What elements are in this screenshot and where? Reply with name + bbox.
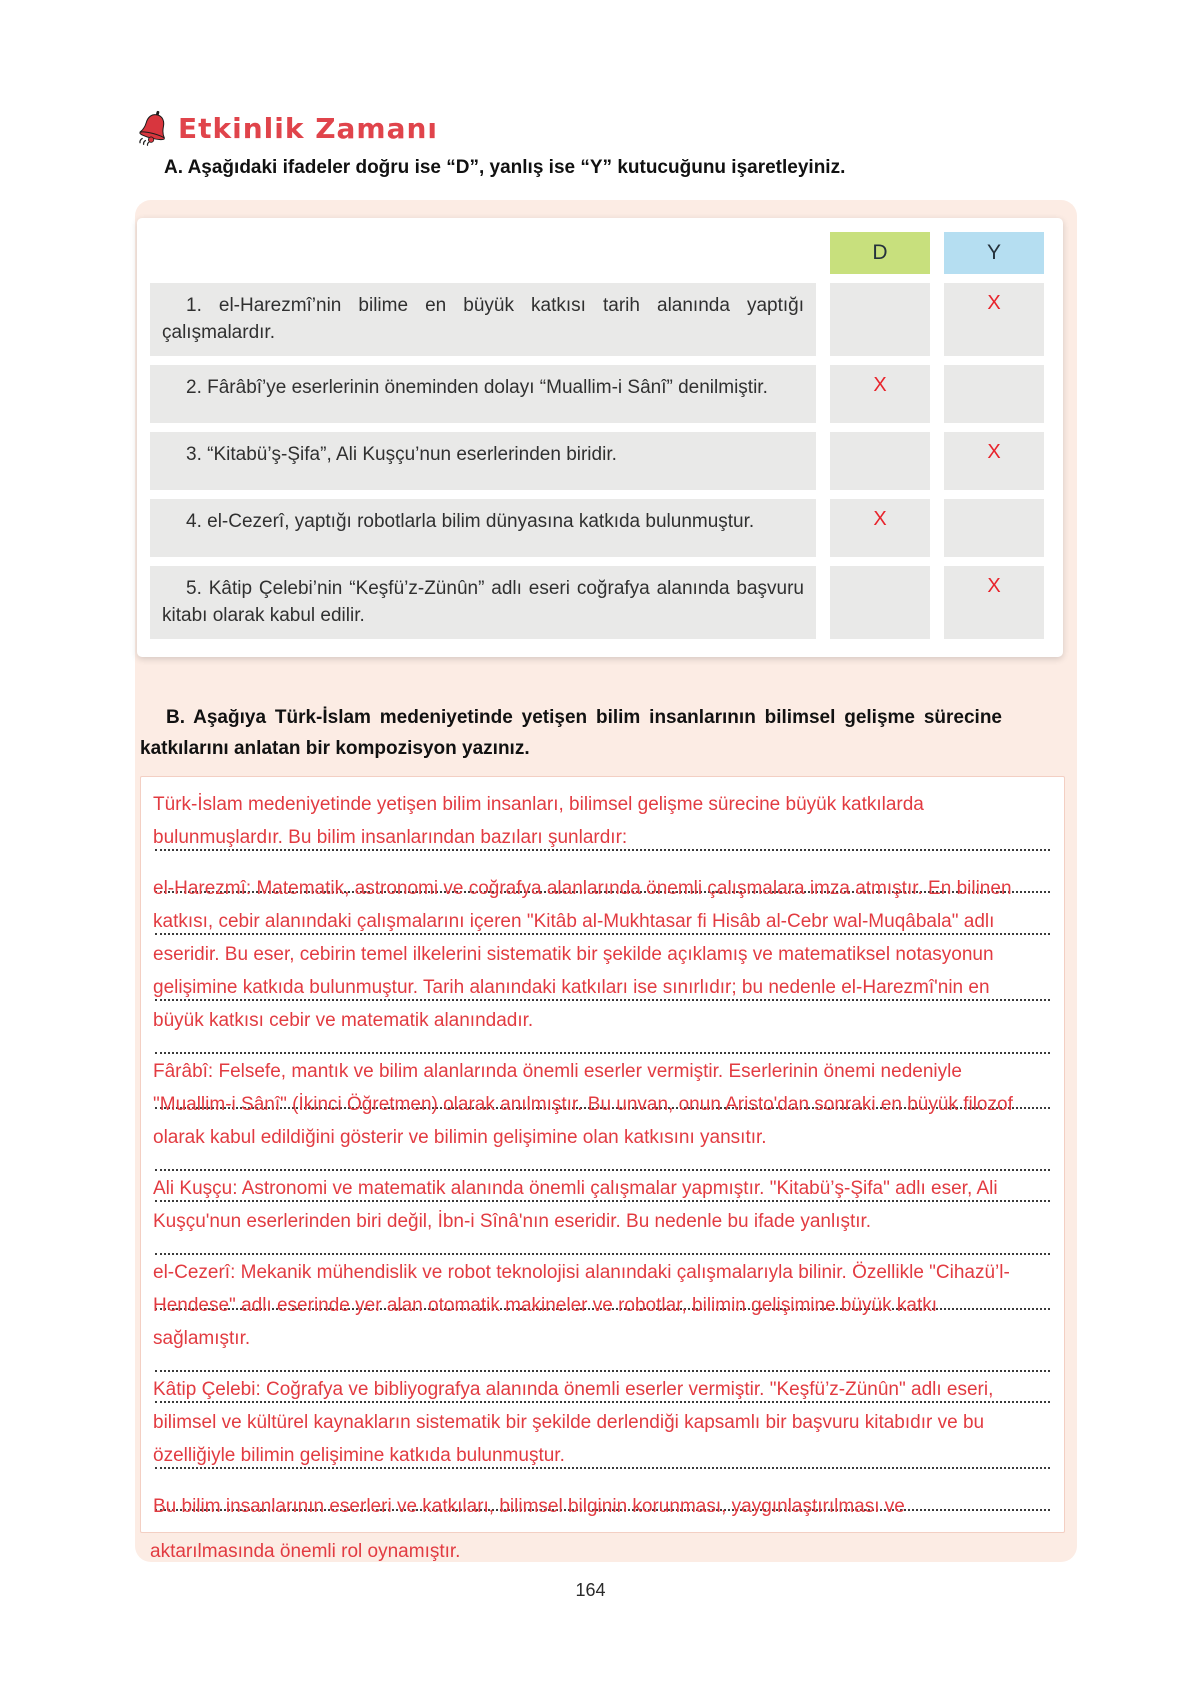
statement-cell: 4. el-Cezerî, yaptığı robotlarla bilim dünyasına katkıda bulunmuştur. <box>150 499 816 557</box>
statement-cell: 5. Kâtip Çelebi’nin “Keşfü’z-Zünûn” adlı eseri coğrafya alanında başvuru kitabı olarak kabul edilir. <box>150 566 816 639</box>
composition-line-text: "Muallim-i Sânî" (İkinci Öğretmen) olarak anılmıştır. Bu unvan, onun Aristo'dan sonraki en büyük filozof <box>153 1094 1013 1115</box>
dotted-rule <box>155 1052 1050 1054</box>
composition-line <box>153 1122 1052 1155</box>
dotted-rule <box>155 999 1050 1001</box>
answer-mark: X <box>873 508 887 530</box>
answer-box-false[interactable] <box>944 432 1044 490</box>
answer-mark: X <box>987 292 1001 314</box>
composition-line-text: sağlamıştır. <box>153 1328 251 1349</box>
activity-title: Etkinlik Zamanı <box>178 111 439 145</box>
statements-table-body <box>150 232 1044 639</box>
composition-line-text: Hendese" adlı eserinde yer alan otomatik makineler ve robotlar, bilimin gelişimine büyük katkı <box>153 1295 938 1316</box>
composition-line <box>153 1005 1052 1038</box>
dotted-rule <box>155 849 1050 851</box>
ruled-blank-line <box>153 1473 1052 1491</box>
answer-box-true[interactable] <box>830 365 930 423</box>
ruled-blank-line <box>153 855 1052 873</box>
ruled-blank-line <box>153 1038 1052 1056</box>
composition-line <box>153 789 1052 822</box>
bell-icon <box>136 108 172 148</box>
dotted-rule <box>155 1200 1050 1202</box>
composition-line <box>153 972 1052 1005</box>
composition-answer-box[interactable] <box>140 776 1065 1533</box>
page-number: 164 <box>575 1580 606 1600</box>
composition-line <box>153 873 1052 906</box>
composition-line-text: gelişimine katkıda bulunmuştur. Tarih alanındaki katkıları ise sınırlıdır; bu nedenle el-Harezmî'nin en <box>153 977 990 998</box>
composition-line-text: olarak kabul edildiğini gösterir ve bilimin gelişimine olan katkısını yansıtır. <box>153 1127 767 1148</box>
ruled-blank-line <box>153 1239 1052 1257</box>
dotted-rule <box>155 1370 1050 1372</box>
composition-line-text: Kâtip Çelebi: Coğrafya ve bibliyografya alanında önemli eserler vermiştir. "Keşfü’z-Zünûn" adlı eseri, <box>153 1379 994 1400</box>
column-header-false: Y <box>944 232 1044 274</box>
composition-line-text: eseridir. Bu eser, cebirin temel ilkelerini sistematik bir şekilde açıklamış ve matematiksel notasyonun <box>153 944 994 965</box>
answer-mark: X <box>873 374 887 396</box>
activity-header <box>136 108 438 148</box>
composition-line-text: Kuşçu'nun eserlerinden biri değil, İbn-i Sînâ'nın eseridir. Bu nedenle bu ifade yanlıştır. <box>153 1211 872 1232</box>
composition-line <box>153 1206 1052 1239</box>
answer-box-false[interactable] <box>944 499 1044 557</box>
answer-mark: X <box>987 575 1001 597</box>
section-a-instruction: A. Aşağıdaki ifadeler doğru ise “D”, yanlış ise “Y” kutucuğunu işaretleyiniz. <box>164 157 846 178</box>
composition-line <box>153 1173 1052 1206</box>
composition-line <box>153 1374 1052 1407</box>
table-corner-spacer <box>150 232 816 274</box>
statement-cell: 3. “Kitabü’ş-Şifa”, Ali Kuşçu’nun eserlerinden biridir. <box>150 432 816 490</box>
composition-area <box>140 776 1065 1567</box>
composition-line-text: özelliğiyle bilimin gelişimine katkıda bulunmuştur. <box>153 1445 565 1466</box>
statement-cell: 2. Fârâbî’ye eserlerinin öneminden dolayı “Muallim-i Sânî” denilmiştir. <box>150 365 816 423</box>
composition-line-text: el-Harezmî: Matematik, astronomi ve coğrafya alanlarında önemli çalışmalara imza atmıştır. En bilinen <box>153 878 1012 899</box>
composition-line-text: Fârâbî: Felsefe, mantık ve bilim alanlarında önemli eserler vermiştir. Eserlerinin önemi nedeniyle <box>153 1061 962 1082</box>
composition-line <box>153 939 1052 972</box>
answer-box-false[interactable] <box>944 365 1044 423</box>
answer-box-true[interactable] <box>830 499 930 557</box>
composition-line <box>153 1089 1052 1122</box>
answer-box-true[interactable] <box>830 566 930 639</box>
composition-line <box>153 1290 1052 1323</box>
dotted-rule <box>155 1467 1050 1469</box>
dotted-rule <box>155 933 1050 935</box>
ruled-blank-line <box>153 1155 1052 1173</box>
composition-line-text: Bu bilim insanlarının eserleri ve katkıları, bilimsel bilginin korunması, yaygınlaştırılması ve <box>153 1496 905 1517</box>
dotted-rule <box>155 1401 1050 1403</box>
composition-line-text: el-Cezerî: Mekanik mühendislik ve robot teknolojisi alanındaki çalışmalarıyla bilinir. Özellikle "Cihazü’l- <box>153 1262 1010 1283</box>
composition-line-text: Türk-İslam medeniyetinde yetişen bilim insanları, bilimsel gelişme sürecine büyük katkılarda <box>153 794 924 815</box>
composition-line-text: bilimsel ve kültürel kaynakların sistematik bir şekilde derlendiği kapsamlı bir başvuru kitabıdır ve bu <box>153 1412 985 1433</box>
answer-box-true[interactable] <box>830 283 930 356</box>
composition-line-text: bulunmuşlardır. Bu bilim insanlarından bazıları şunlardır: <box>153 827 628 848</box>
composition-line <box>153 822 1052 855</box>
composition-line-text: katkısı, cebir alanındaki çalışmalarını içeren "Kitâb al-Mukhtasar fi Hisâb al-Cebr wal-Muqâbala" adlı <box>153 911 995 932</box>
composition-line <box>153 1257 1052 1290</box>
section-b-instruction: B. Aşağıya Türk-İslam medeniyetinde yetişen bilim insanlarının bilimsel gelişme sürecine katkılarını anlatan bir kompozisyon yazınız. <box>140 707 1002 759</box>
composition-line-text: büyük katkısı cebir ve matematik alanındadır. <box>153 1010 534 1031</box>
ruled-blank-line <box>153 1356 1052 1374</box>
answer-box-false[interactable] <box>944 566 1044 639</box>
composition-line <box>153 1491 1052 1524</box>
composition-line <box>153 1056 1052 1089</box>
answer-box-true[interactable] <box>830 432 930 490</box>
composition-overflow-line: aktarılmasında önemli rol oynamıştır. <box>150 1541 461 1562</box>
composition-line-text: Ali Kuşçu: Astronomi ve matematik alanında önemli çalışmalar yapmıştır. "Kitabü’ş-Şifa" adlı eser, Ali <box>153 1178 998 1199</box>
composition-line <box>153 1323 1052 1356</box>
composition-line <box>153 1407 1052 1440</box>
true-false-table <box>137 218 1063 657</box>
statement-cell: 1. el-Harezmî’nin bilime en büyük katkısı tarih alanında yaptığı çalışmalardır. <box>150 283 816 356</box>
dotted-rule <box>155 1253 1050 1255</box>
dotted-rule <box>155 1169 1050 1171</box>
answer-mark: X <box>987 441 1001 463</box>
composition-line <box>153 1440 1052 1473</box>
answer-box-false[interactable] <box>944 283 1044 356</box>
composition-line <box>153 906 1052 939</box>
column-header-true: D <box>830 232 930 274</box>
